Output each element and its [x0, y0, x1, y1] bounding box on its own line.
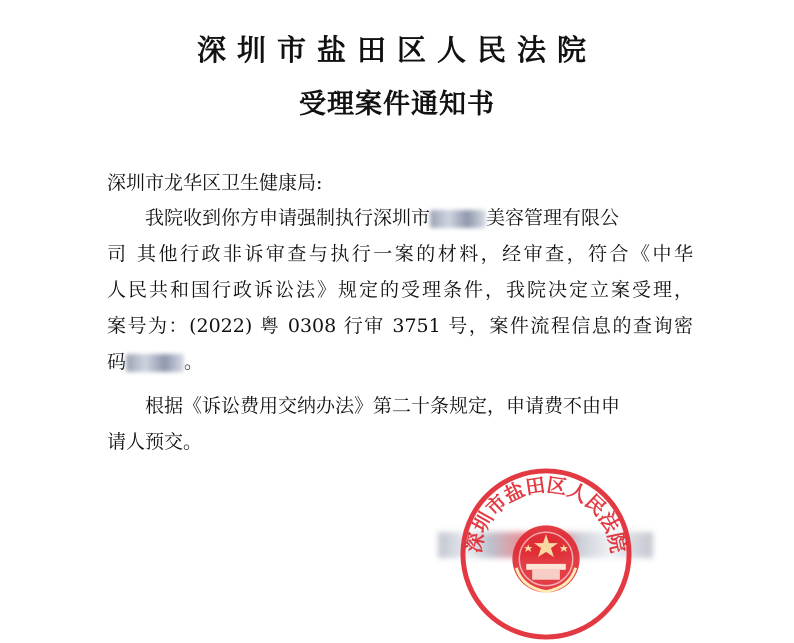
redacted-query-code	[126, 354, 184, 372]
p1-line-1: 我院收到你方申请强制执行深圳市 美容管理有限公	[145, 207, 620, 229]
redacted-company-name	[430, 210, 486, 228]
national-emblem-icon	[512, 525, 579, 592]
seal-text: 深圳市盐田区人民法院	[461, 472, 631, 555]
addressee: 深圳市龙华区卫生健康局:	[107, 172, 323, 194]
court-seal-stamp	[457, 465, 635, 643]
p1-line-5: 码 。	[107, 351, 204, 373]
paragraph-fees	[107, 388, 693, 460]
p1-line-3: 人民共和国行政诉讼法》规定的受理条件，我院决定立案受理，	[107, 279, 693, 301]
p1-line-4: 案号为：(2022) 粤 0308 行审 3751 号，案件流程信息的查询密	[107, 315, 693, 337]
document-title: 受理案件通知书	[299, 89, 495, 120]
court-name: 深圳市盐田区人民法院	[196, 33, 597, 67]
paragraph-acceptance	[107, 200, 693, 380]
p2-line-2: 请人预交。	[107, 431, 203, 453]
p2-line-1: 根据《诉讼费用交纳办法》第二十条规定，申请费不由申	[145, 395, 621, 417]
p1-line-2: 司 其他行政非诉审查与执行一案的材料，经审查，符合《中华	[107, 243, 693, 265]
